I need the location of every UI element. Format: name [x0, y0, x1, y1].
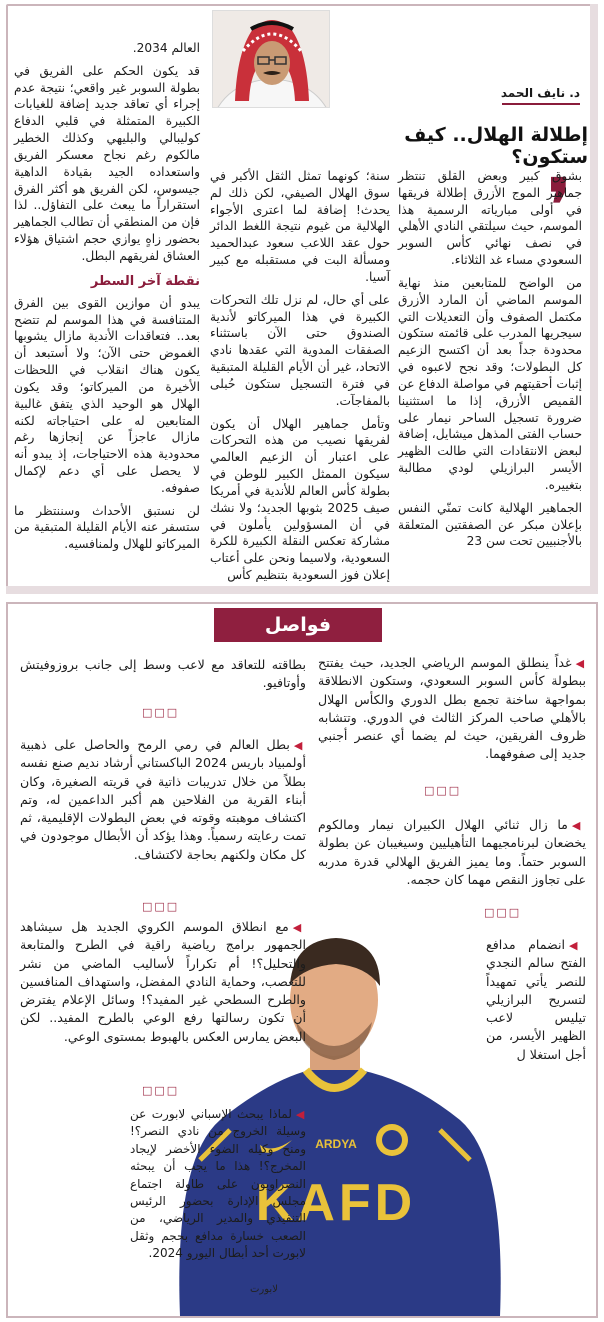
photo-caption: لابورت [250, 1284, 278, 1295]
paragraph: من الواضح للمتابعين منذ نهاية الموسم الماضي أن المارد الأزرق مكتمل الصفوف وأن التعديلات التي سيجريها المدرب على قائمته ستكون محدودة جداً بعد أن اكتسح الزعيم كل البطولات؛ وقد نجح لاعبوه في إثبات أحقيتهم في مواصلة الدفاع عن القميص الأزرق، إذا ما استثنينا ضرورة تسجيل الساحر نيمار على حساب الفتى المذهل ميشايل، إضافة لبعض الانتقادات التي طالت الظهير الأيسر البرازيلي لودي مطالبة بتغييره. [398, 275, 582, 492]
separator: □□□ [142, 706, 180, 719]
article-column-right [398, 168, 582, 556]
paragraph: على أي حال، لم نزل تلك التحركات الكبيرة في هذا الميركاتو لأندية الصندوق حتى الآن باستثناء الصفقات المدوية التي عقدها نادي الاتحاد، غير أن الأيام القليلة المتبقية في فترة التسجيل ستكون حُبلى بالمفاجآت. [210, 292, 390, 408]
brief-text: غداً ينطلق الموسم الرياضي الجديد، حيث يفتتح ببطولة كأس السوبر السعودي، وستكون الانطلاقة بمواجهة ساخنة تجمع بطل الدوري والكأس الهلال بالأهلي صاحب المركز الثالث في الدوري. وتتشابه ظروف الفريقين، حيث لم يضما أي عنصر أجنبي جديد إلى صفوفهما. [318, 655, 586, 762]
brief-text: مع انطلاق الموسم الكروي الجديد هل سيشاهد الجمهور برامج رياضية راقية في الطرح والمتابعة والتحليل؟! أم تكراراً لأساليب الماضي من نشر للتعصب، وحماية النادي المفضل، واستهداف المنافسين والطرح السطحي غير المفيد؟! وسائل الإعلام يفترض أن تكون رسالتها رفع الوعي بالطرح المفيد.. لكن البعض يمارس العكس بالهبوط بمستوى الوعي. [20, 919, 306, 1044]
separator: □□□ [424, 784, 462, 797]
paragraph: قد يكون الحكم على الفريق في بطولة السوبر غير واقعي؛ نتيجة عدم إجراء أي تعاقد جديد إضافة للغيابات الكبيرة المتمثلة في قلبي الدفاع كوليبالي والبليهي وكذلك الخطير مالكوم رغم نجاح معسكر الفريق واستعداده الجيد بقيادة الداهية جيسوس، لكن الفريق هو أكثر الفرق استقراراً ما يبعث على التفاؤل.. لذا فإن من المنطقي أن تطالب الجماهير بحضور زاهٍ يوازي حجم اشتياق هؤلاء العشاق لفريقهم البطل. [14, 63, 200, 263]
brief-text: لماذا يبحث الإسباني لابورت عن وسيلة الخروج من نادي النصر؟! ومنح وكيله الضوء الأخضر لإيجاد المخرج؟! هذا ما يجب أن يبحثه النصراويون على طاولة اجتماع مجلس الإدارة بحضور الرئيس التنفيذي والمدير الرياضي، من الصعب خسارة مدافع بحجم وثقل لابورت أحد أبطال اليورو 2024. [130, 1107, 306, 1261]
paragraph: الجماهير الهلالية كانت تمنّي النفس بإعلان مبكر عن الصفقتين المتعلقة بالأجنبيين تحت سن 23 [398, 500, 582, 549]
brief-item [130, 1106, 306, 1263]
separator: □□□ [142, 1084, 180, 1097]
brief-text: انضمام مدافع الفتح سالم النجدي للنصر يأتي تمهيداً لتسريح البرازيلي تيليس لاعب الظهير الأيسر، من أجل استغلا ل [486, 937, 586, 1062]
section-title: فواصل [214, 608, 382, 642]
paragraph: يبدو أن موازين القوى بين الفرق المتنافسة في هذا الموسم لم تتضح بعد.. فتعاقدات الأندية مازال يشوبها الغموض حتى الآن؛ ولا أستبعد أن يكون هناك انقلاب في اللحظات الأخيرة من الميركاتو؛ وقد يكون الهلال هو الوحيد الذي يتفق غالبية المتابعين له على احتياجاته لكنه مازال عاجزاً عن إنجازها رغم محدودية هذه الاحتياجات، إذ يبدو أنه لا يحصل على أي دعم لإكمال صفوفه. [14, 295, 200, 495]
sponsor-small-text: ARDYA [315, 1137, 357, 1151]
brief-text: بطاقته للتعاقد مع لاعب وسط إلى جانب بروزوفيتش وأوتافيو. [20, 657, 306, 691]
sponsor-text: KAFD [255, 1174, 417, 1232]
paragraph: العالم 2034. [132, 41, 200, 55]
triangle-bullet-icon: ◀ [571, 819, 586, 832]
triangle-bullet-icon: ◀ [295, 1108, 306, 1121]
quote-mark-icon: ❜ [548, 163, 571, 246]
author-name: د. نايف الحمد [490, 86, 580, 100]
article-shadow-right [590, 4, 598, 594]
article-column-left [14, 40, 200, 559]
sub-heading: نقطة آخر السطر [90, 273, 200, 289]
paragraph: لن نستبق الأحداث وسننتظر ما ستسفر عنه الأيام القليلة المتبقية من الميركاتو للهلال ولمنافسيه. [14, 503, 200, 552]
triangle-bullet-icon: ◀ [292, 921, 306, 934]
brief-item [20, 918, 306, 1046]
article-column-middle [210, 168, 390, 590]
paragraph: وتأمل جماهير الهلال أن يكون لفريقها نصيب من هذه التحركات على اعتبار أن الزعيم العالمي سيكون الممثل الكبير للوطن في بطولة كأس العالم للأندية في أمريكا صيف 2025 بثوبها الجديد؛ ولا نشك في أن المسؤولين يأملون في مشاركة تعكس النقلة الكبيرة للكرة السعودية، ولاسيما ونحن على أعتاب إعلان فوز السعودية بتنظيم كأس [210, 416, 390, 583]
paragraph: سنة؛ كونهما تمثل الثقل الأكبر في سوق الهلال الصيفي، لكن ذلك لم يحدث! إضافة لما اعترى الأجواء الهلالية من غيوم نتيجة اللغط الدائر حول عقد اللاعب سعود عبدالحميد ومسألة البت في مستقبله مع كبير آسيا. [210, 169, 390, 284]
triangle-bullet-icon: ◀ [568, 939, 586, 952]
brief-item [318, 816, 586, 889]
brief-item [20, 656, 306, 693]
author-photo [212, 10, 330, 108]
brief-item [318, 654, 586, 764]
triangle-bullet-icon: ◀ [293, 739, 306, 752]
separator: □□□ [484, 906, 522, 919]
brief-text: ما زال ثنائي الهلال الكبيران نيمار ومالكوم يخضعان لبرنامجيهما التأهيليين وسيغيبان عن بطولة السوبر حتماً. وما يميز الفريق الهلالي قدرة مدربه على تجاوز النقص مهما كان حجمه. [318, 817, 586, 887]
separator: □□□ [142, 900, 180, 913]
paragraph: بشوق كبير وبعض القلق تنتظر جماهير الموج الأزرق إطلالة فريقها في أولى مبارياته الرسمية هذا الموسم، حيث سيلتقي النادي الأهلي في نصف نهائي كأس السوبر السعودي مساء غد الثلاثاء. [398, 169, 582, 268]
brief-item [20, 736, 306, 864]
article-headline: إطلالة الهلال.. كيف ستكون؟ [404, 124, 588, 168]
triangle-bullet-icon: ◀ [575, 657, 586, 670]
brief-text: بطل العالم في رمي الرمح والحاصل على ذهبية أولمبياد باريس 2024 الباكستاني أرشاد نديم صنع نفسه بطلاً من خلال تدريبات ذاتية في قريته الصغيرة، وكان أبناء القرية من الفلاحين هم أكبر الداعمين له، وتم اكتشاف موهبته وقوته في بعض البطولات الإقليمية، ثم تمت رعايته رسمياً. وهذا يؤكد أن الأبطال موجودون في كل مكان ولكنهم بحاجة لاكتشاف. [20, 737, 306, 862]
